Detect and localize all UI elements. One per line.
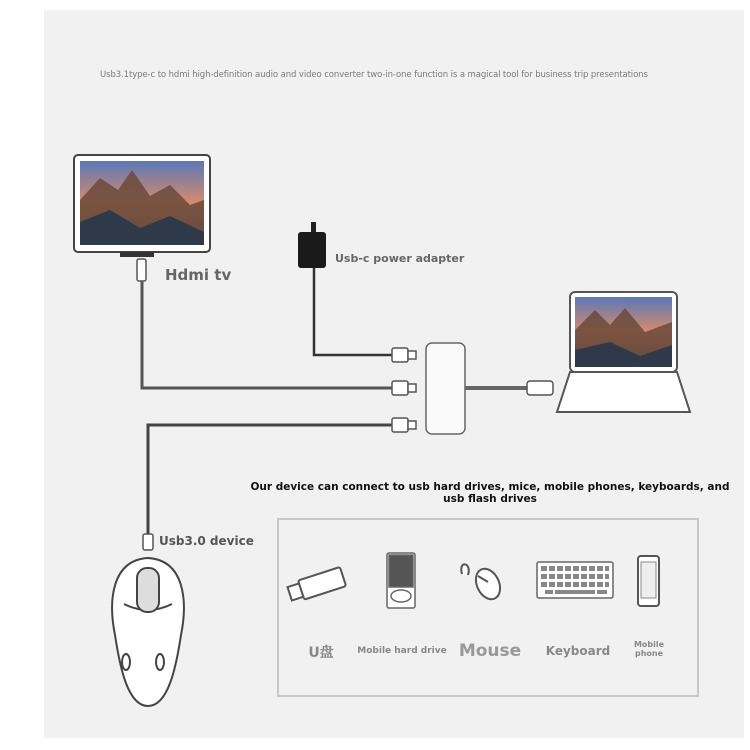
- hdmi-plug-icon: [137, 259, 146, 281]
- mouse-label: Mouse: [458, 641, 522, 661]
- hard-drive-label: Mobile hard drive: [357, 646, 447, 656]
- mouse-device-icon: [112, 558, 184, 706]
- power-adapter-icon: [298, 222, 326, 268]
- laptop-icon: [557, 292, 690, 412]
- mobile-phone-icon: [638, 556, 659, 606]
- hdmi-tv-label: Hdmi tv: [165, 266, 232, 284]
- page-headline: Usb3.1type-c to hdmi high-definition audio and video converter two-in-one function is a magical tool for business trip presentations: [100, 70, 648, 80]
- usb-device-label: Usb3.0 device: [159, 534, 254, 548]
- devices-caption: Our device can connect to usb hard drives, mice, mobile phones, keyboards, and usb flash drives: [250, 481, 730, 505]
- power-cable: [314, 268, 392, 355]
- hdmi-cable: [142, 281, 392, 388]
- keyboard-label: Keyboard: [545, 644, 611, 658]
- hub-adapter-icon: [426, 343, 465, 434]
- type-c-plug-icon: [527, 381, 553, 395]
- hard-drive-icon: [387, 553, 415, 608]
- usb-drive-label: U盘: [308, 645, 334, 661]
- keyboard-icon: [537, 562, 613, 598]
- hub-plugs: [392, 348, 416, 432]
- usb-plug-icon: [143, 534, 153, 550]
- phone-label: Mobile phone: [633, 640, 665, 658]
- usb-flash-drive-icon: [287, 567, 346, 603]
- power-adapter-label: Usb-c power adapter: [335, 252, 465, 265]
- small-mouse-icon: [461, 564, 504, 603]
- devices-panel: [278, 519, 698, 696]
- hdmi-tv-icon: [74, 155, 210, 257]
